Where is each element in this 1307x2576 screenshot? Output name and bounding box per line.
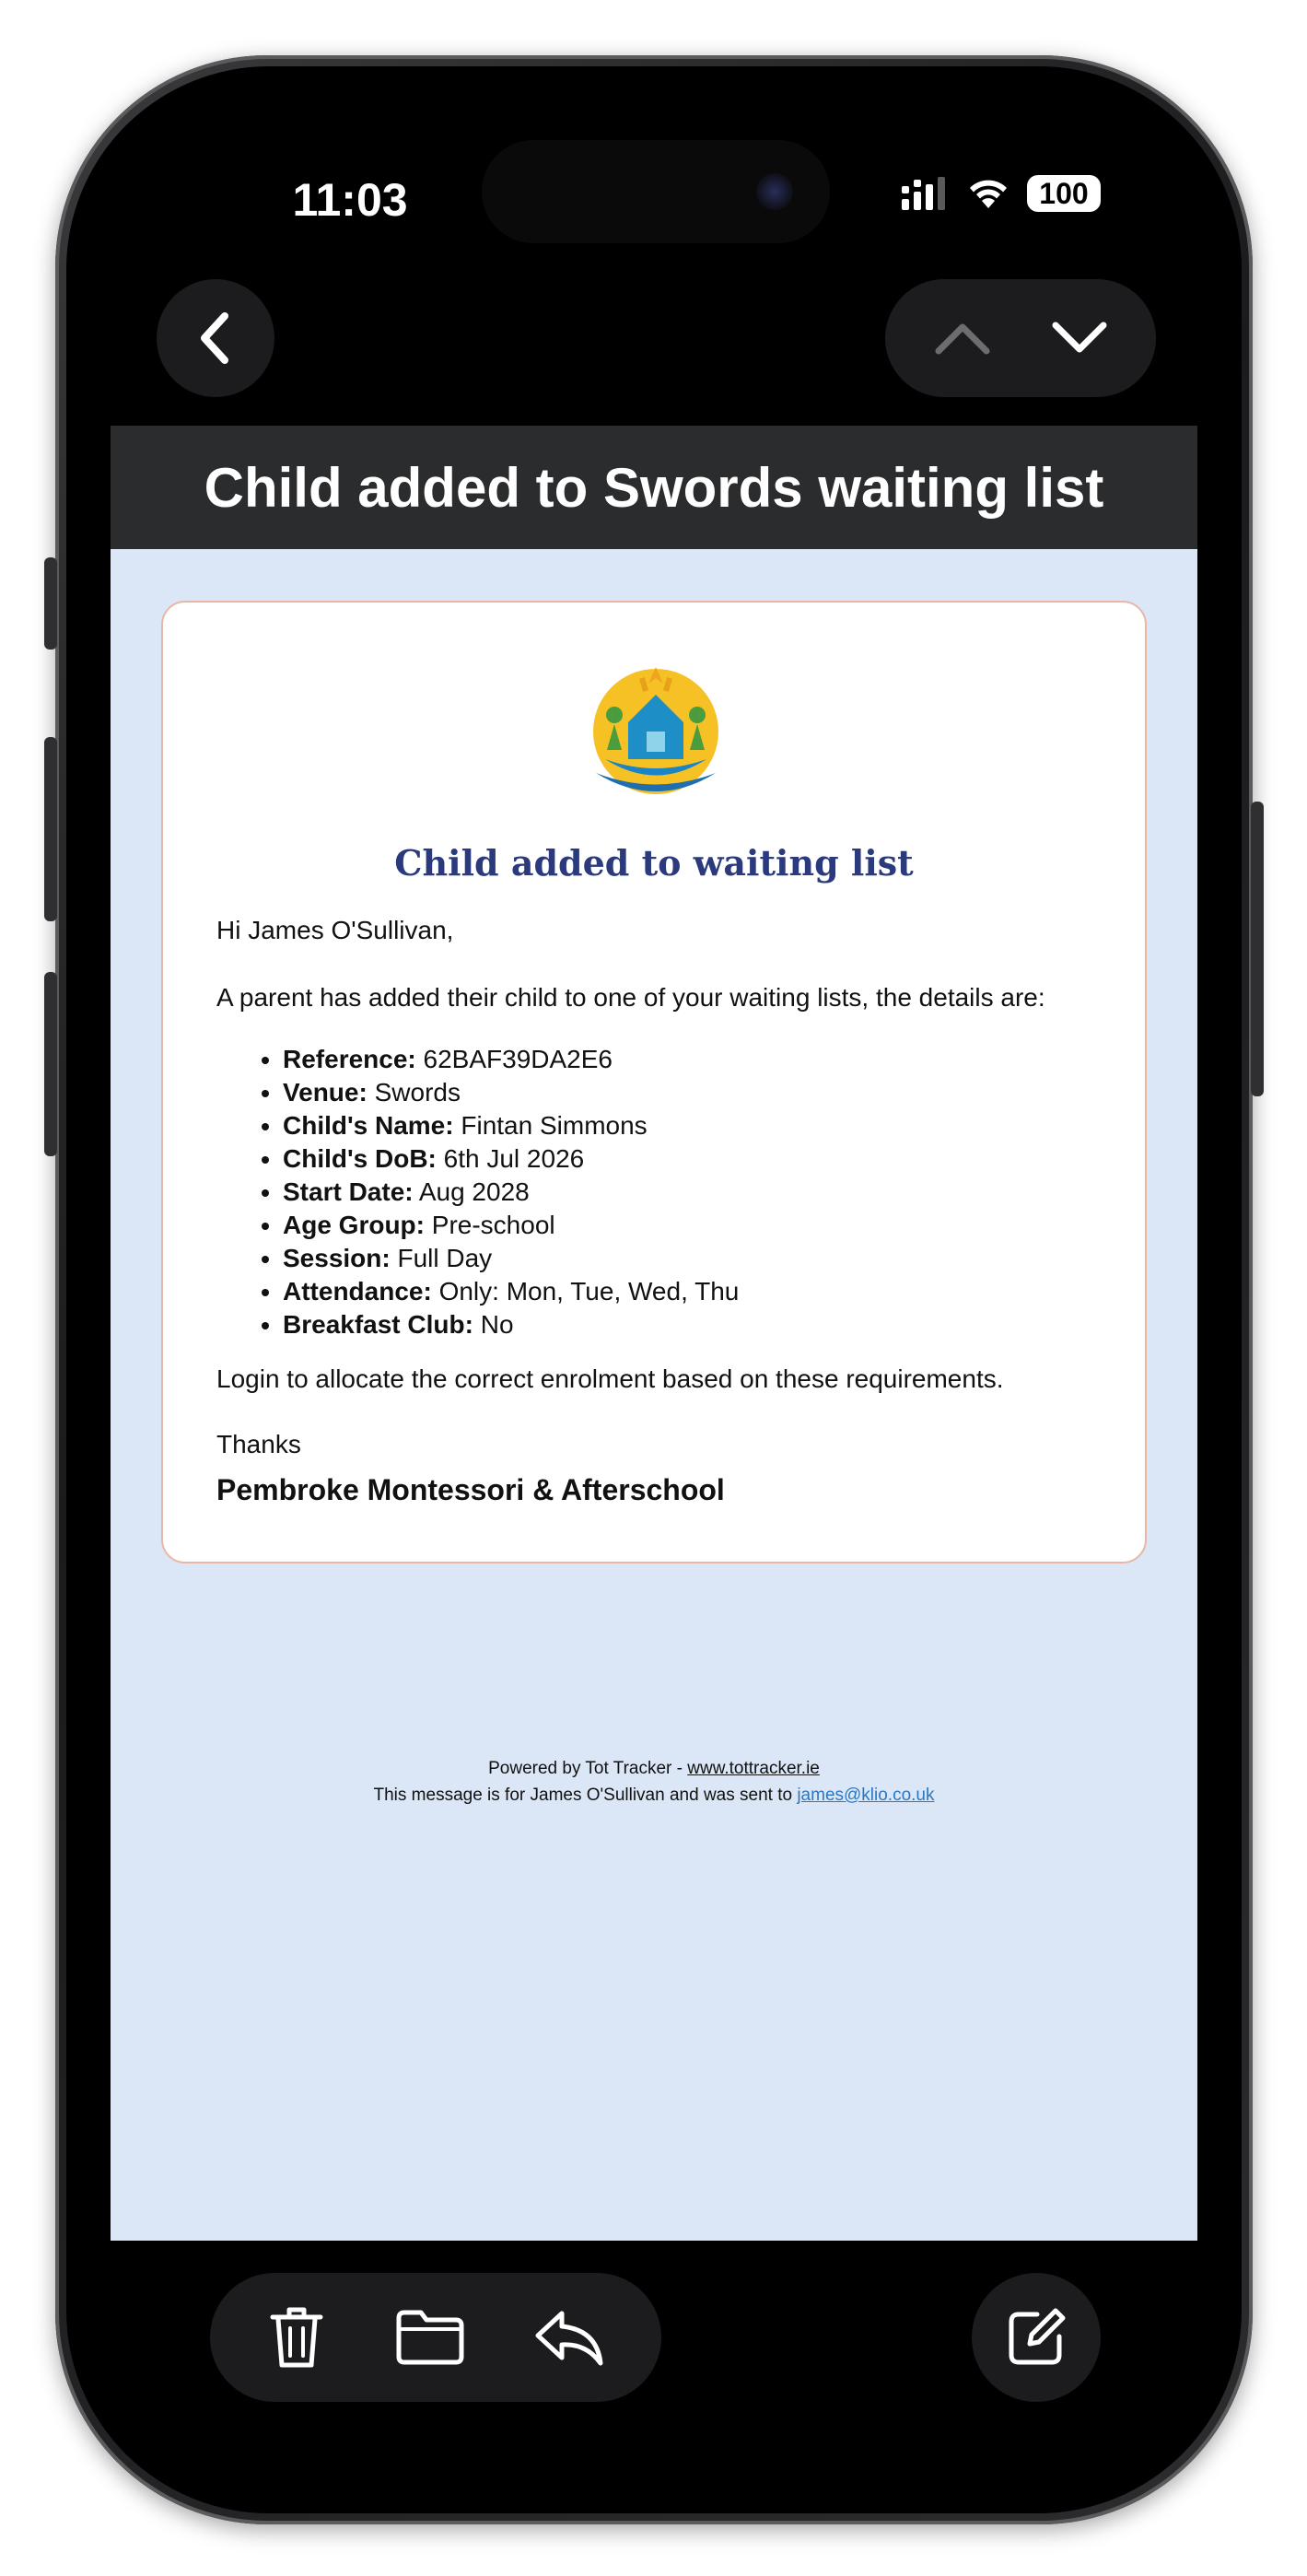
chevron-left-icon — [197, 310, 234, 366]
folder-icon[interactable] — [395, 2309, 465, 2366]
tottracker-link[interactable]: www.tottracker.ie — [687, 1759, 820, 1778]
signature: Pembroke Montessori & Afterschool — [216, 1473, 725, 1506]
list-item: • Age Group: Pre-school — [283, 1209, 739, 1242]
school-logo-icon — [587, 658, 725, 805]
screen — [111, 111, 1197, 2465]
footer-recipient: This message is for James O'Sullivan and was sent to james@klio.co.uk — [373, 1786, 935, 1805]
chevron-down-icon[interactable] — [1050, 320, 1109, 357]
list-item: • Attendance: Only: Mon, Tue, Wed, Thu — [283, 1275, 739, 1308]
reply-icon[interactable] — [534, 2308, 604, 2367]
email-banner — [111, 426, 1197, 549]
compose-icon — [1006, 2307, 1067, 2368]
mail-toolbar — [210, 2273, 661, 2402]
volume-down-button — [44, 972, 57, 1156]
list-item: • Reference: 62BAF39DA2E6 — [283, 1043, 739, 1076]
list-item: • Session: Full Day — [283, 1242, 739, 1275]
volume-up-button — [44, 737, 57, 921]
power-button — [1251, 802, 1264, 1096]
status-time: 11:03 — [292, 174, 408, 226]
back-button[interactable] — [157, 279, 274, 397]
email-content — [111, 426, 1197, 2241]
message-navigation — [885, 279, 1156, 397]
list-item: • Venue: Swords — [283, 1076, 739, 1109]
dynamic-island — [482, 140, 830, 243]
email-subject: Child added to Swords waiting list — [204, 456, 1104, 519]
email-heading: Child added to waiting list — [394, 842, 914, 884]
thanks-text: Thanks — [216, 1430, 301, 1458]
trash-icon[interactable] — [267, 2304, 326, 2371]
status-indicators — [902, 175, 1101, 212]
list-item: • Start Date: Aug 2028 — [283, 1176, 739, 1209]
recipient-email-link[interactable]: james@klio.co.uk — [797, 1786, 935, 1805]
list-item: • Child's Name: Fintan Simmons — [283, 1109, 739, 1142]
email-card — [161, 601, 1147, 1563]
list-item: • Child's DoB: 6th Jul 2026 — [283, 1142, 739, 1176]
battery-icon: 100 — [1027, 175, 1101, 212]
chevron-up-icon[interactable] — [933, 320, 992, 357]
wifi-icon — [966, 177, 1010, 210]
camera-icon — [756, 173, 793, 210]
login-instruction: Login to allocate the correct enrolment based on these requirements. — [216, 1364, 1004, 1393]
footer-powered-by: Powered by Tot Tracker - www.tottracker.ie — [488, 1759, 820, 1778]
cellular-signal-icon — [902, 177, 950, 210]
list-item: • Breakfast Club: No — [283, 1308, 739, 1341]
compose-button[interactable] — [972, 2273, 1101, 2402]
action-button — [44, 557, 57, 650]
intro-text: A parent has added their child to one of your waiting lists, the details are: — [216, 983, 1045, 1012]
greeting-text: Hi James O'Sullivan, — [216, 916, 454, 944]
details-list — [283, 1043, 739, 1341]
